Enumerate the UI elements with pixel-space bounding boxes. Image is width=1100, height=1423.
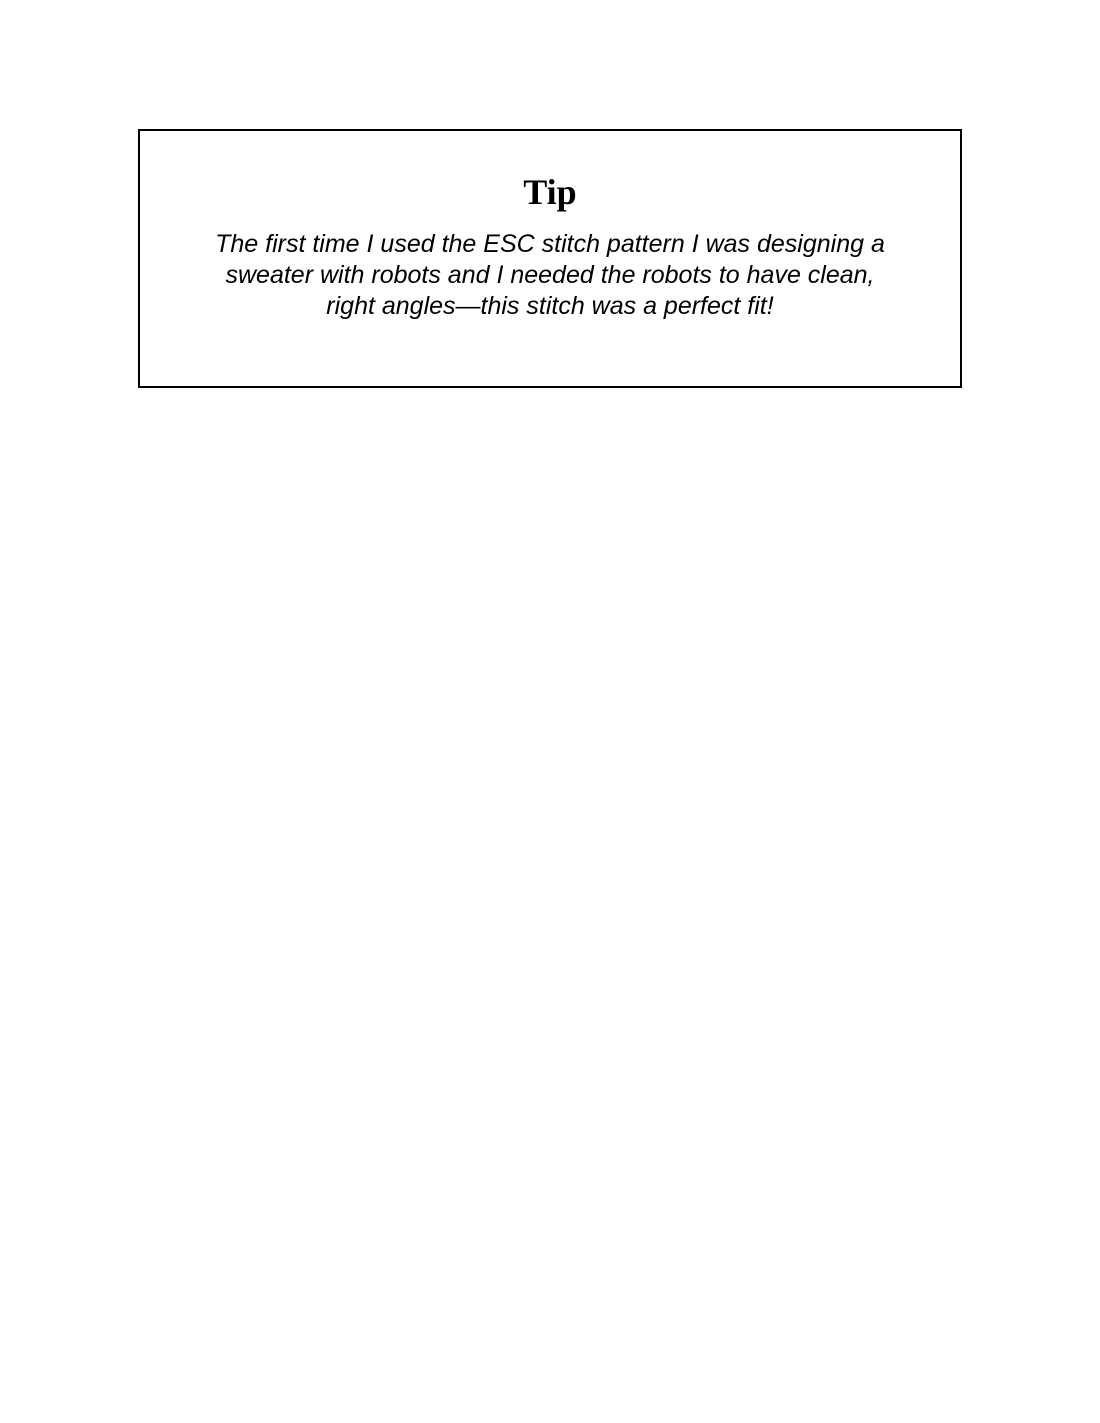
tip-title: Tip xyxy=(523,172,577,212)
tip-body-text xyxy=(180,229,920,322)
tip-callout-box xyxy=(138,129,962,388)
tip-body-line: right angles—this stitch was a perfect fit! xyxy=(326,292,774,320)
tip-body-line: The first time I used the ESC stitch pattern I was designing a xyxy=(215,230,885,258)
tip-body-line: sweater with robots and I needed the robots to have clean, xyxy=(225,261,875,289)
